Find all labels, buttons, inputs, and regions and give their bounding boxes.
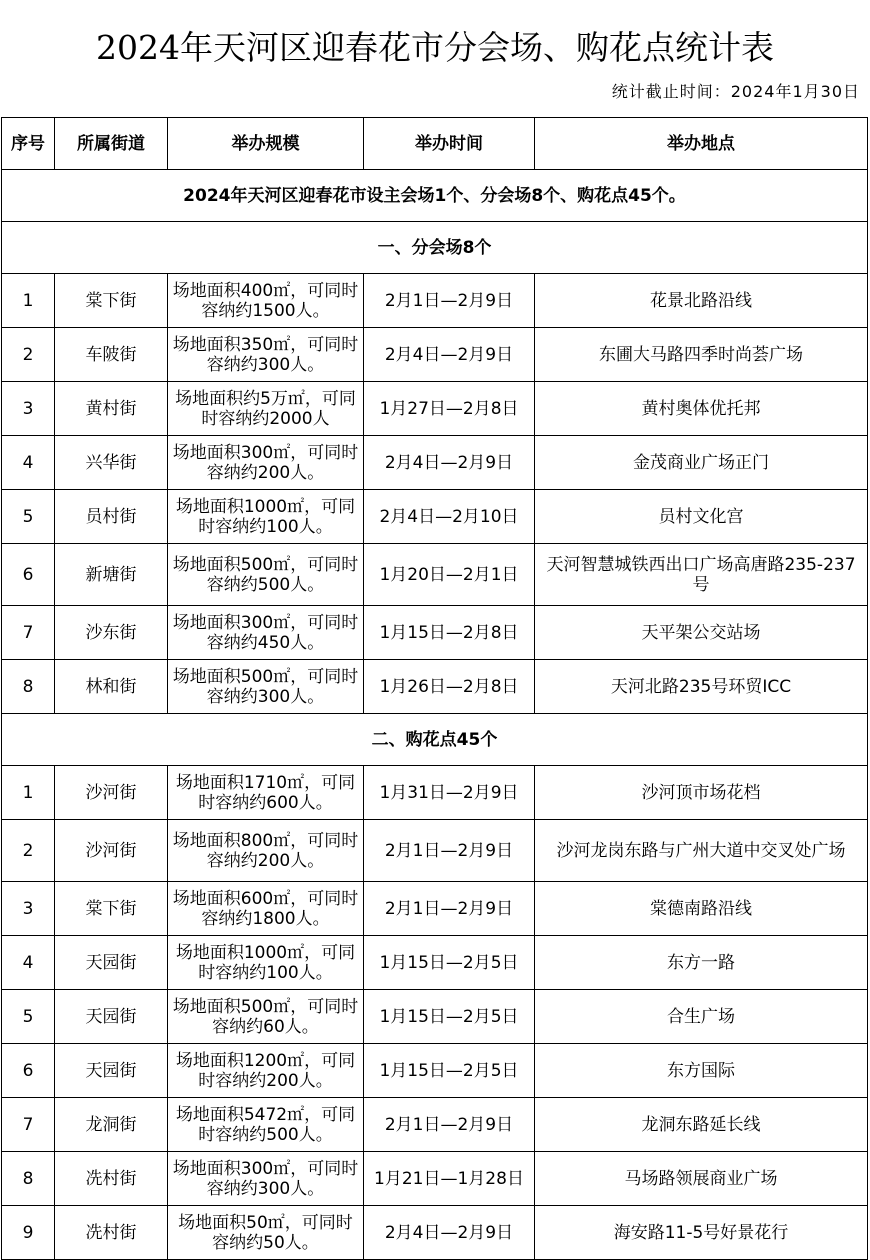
cell-time: 2月4日—2月9日 (364, 1206, 535, 1260)
cell-scale: 场地面积1710㎡，可同时容纳约600人。 (168, 766, 364, 820)
cell-scale: 场地面积300㎡，可同时容纳约200人。 (168, 436, 364, 490)
table-row (2, 936, 868, 990)
cell-location: 东方一路 (535, 936, 868, 990)
cell-scale: 场地面积5472㎡，可同时容纳约500人。 (168, 1098, 364, 1152)
cell-time: 1月15日—2月8日 (364, 606, 535, 660)
cell-scale: 场地面积1000㎡，可同时容纳约100人。 (168, 490, 364, 544)
cell-scale: 场地面积300㎡，可同时容纳约450人。 (168, 606, 364, 660)
cell-scale: 场地面积50㎡，可同时容纳约50人。 (168, 1206, 364, 1260)
table-row (2, 1044, 868, 1098)
table-row (2, 328, 868, 382)
cell-no: 3 (2, 882, 55, 936)
cell-location: 花景北路沿线 (535, 274, 868, 328)
cell-location: 员村文化宫 (535, 490, 868, 544)
cell-time: 1月27日—2月8日 (364, 382, 535, 436)
cell-no: 4 (2, 936, 55, 990)
cell-street: 棠下街 (55, 882, 168, 936)
cell-no: 2 (2, 328, 55, 382)
cell-location: 沙河顶市场花档 (535, 766, 868, 820)
header-time: 举办时间 (364, 118, 535, 170)
cell-time: 1月20日—2月1日 (364, 544, 535, 606)
table-body (2, 170, 868, 1260)
cell-no: 8 (2, 1152, 55, 1206)
table-row (2, 544, 868, 606)
cell-street: 员村街 (55, 490, 168, 544)
section-row (2, 222, 868, 274)
header-no: 序号 (2, 118, 55, 170)
cell-scale: 场地面积1200㎡，可同时容纳约200人。 (168, 1044, 364, 1098)
table-row (2, 274, 868, 328)
cell-street: 林和街 (55, 660, 168, 714)
cell-time: 1月21日—1月28日 (364, 1152, 535, 1206)
cell-scale: 场地面积约5万㎡，可同时容纳约2000人 (168, 382, 364, 436)
cell-location: 马场路领展商业广场 (535, 1152, 868, 1206)
cell-time: 2月4日—2月9日 (364, 328, 535, 382)
table-row (2, 1152, 868, 1206)
section-row (2, 714, 868, 766)
cell-location: 天河智慧城铁西出口广场高唐路235-237号 (535, 544, 868, 606)
cell-street: 棠下街 (55, 274, 168, 328)
header-location: 举办地点 (535, 118, 868, 170)
table-row (2, 820, 868, 882)
table-row (2, 766, 868, 820)
cell-no: 1 (2, 766, 55, 820)
cell-street: 车陂街 (55, 328, 168, 382)
summary-text: 2024年天河区迎春花市设主会场1个、分会场8个、购花点45个。 (2, 170, 868, 222)
cell-location: 黄村奥体优托邦 (535, 382, 868, 436)
cell-scale: 场地面积300㎡，可同时容纳约300人。 (168, 1152, 364, 1206)
cell-location: 天平架公交站场 (535, 606, 868, 660)
cell-no: 3 (2, 382, 55, 436)
cell-location: 金茂商业广场正门 (535, 436, 868, 490)
cell-scale: 场地面积1000㎡，可同时容纳约100人。 (168, 936, 364, 990)
table-row (2, 606, 868, 660)
cell-time: 2月1日—2月9日 (364, 820, 535, 882)
table-row (2, 436, 868, 490)
cell-location: 海安路11-5号好景花行 (535, 1206, 868, 1260)
table-row (2, 382, 868, 436)
cell-street: 天园街 (55, 990, 168, 1044)
cell-scale: 场地面积500㎡，可同时容纳约500人。 (168, 544, 364, 606)
cell-location: 沙河龙岗东路与广州大道中交叉处广场 (535, 820, 868, 882)
cell-street: 沙河街 (55, 766, 168, 820)
cell-scale: 场地面积500㎡，可同时容纳约300人。 (168, 660, 364, 714)
cell-scale: 场地面积800㎡，可同时容纳约200人。 (168, 820, 364, 882)
cell-no: 6 (2, 1044, 55, 1098)
cell-street: 天园街 (55, 936, 168, 990)
table-row (2, 490, 868, 544)
cell-street: 冼村街 (55, 1206, 168, 1260)
cell-street: 冼村街 (55, 1152, 168, 1206)
cell-time: 1月15日—2月5日 (364, 990, 535, 1044)
cell-time: 2月1日—2月9日 (364, 274, 535, 328)
cell-no: 5 (2, 990, 55, 1044)
cell-location: 棠德南路沿线 (535, 882, 868, 936)
cell-street: 沙东街 (55, 606, 168, 660)
table-row (2, 882, 868, 936)
cell-location: 合生广场 (535, 990, 868, 1044)
cell-time: 2月4日—2月9日 (364, 436, 535, 490)
header-street: 所属街道 (55, 118, 168, 170)
page-title: 2024年天河区迎春花市分会场、购花点统计表 (96, 28, 774, 67)
table-header-row (2, 118, 868, 170)
cell-street: 龙洞街 (55, 1098, 168, 1152)
cell-street: 新塘街 (55, 544, 168, 606)
section-title: 二、购花点45个 (2, 714, 868, 766)
cell-no: 7 (2, 1098, 55, 1152)
cell-time: 2月1日—2月9日 (364, 1098, 535, 1152)
cell-no: 8 (2, 660, 55, 714)
cell-time: 2月4日—2月10日 (364, 490, 535, 544)
cell-street: 兴华街 (55, 436, 168, 490)
table-row (2, 1098, 868, 1152)
cell-street: 黄村街 (55, 382, 168, 436)
cell-location: 东方国际 (535, 1044, 868, 1098)
cell-scale: 场地面积500㎡，可同时容纳约60人。 (168, 990, 364, 1044)
statistics-table (1, 117, 868, 1260)
header-scale: 举办规模 (168, 118, 364, 170)
cell-no: 9 (2, 1206, 55, 1260)
cell-location: 东圃大马路四季时尚荟广场 (535, 328, 868, 382)
cell-no: 5 (2, 490, 55, 544)
cell-location: 天河北路235号环贸ICC (535, 660, 868, 714)
cell-time: 1月15日—2月5日 (364, 936, 535, 990)
cell-time: 1月26日—2月8日 (364, 660, 535, 714)
cell-street: 沙河街 (55, 820, 168, 882)
table-row (2, 660, 868, 714)
cell-no: 6 (2, 544, 55, 606)
cell-time: 2月1日—2月9日 (364, 882, 535, 936)
cell-scale: 场地面积600㎡，可同时容纳约1800人。 (168, 882, 364, 936)
cell-no: 4 (2, 436, 55, 490)
cell-location: 龙洞东路延长线 (535, 1098, 868, 1152)
section-title: 一、分会场8个 (2, 222, 868, 274)
cell-no: 7 (2, 606, 55, 660)
cutoff-date: 统计截止时间：2024年1月30日 (611, 82, 860, 101)
table-row (2, 1206, 868, 1260)
cell-no: 1 (2, 274, 55, 328)
cell-scale: 场地面积350㎡，可同时容纳约300人。 (168, 328, 364, 382)
cell-no: 2 (2, 820, 55, 882)
cell-street: 天园街 (55, 1044, 168, 1098)
cell-scale: 场地面积400㎡，可同时容纳约1500人。 (168, 274, 364, 328)
table-row (2, 990, 868, 1044)
cell-time: 1月31日—2月9日 (364, 766, 535, 820)
cell-time: 1月15日—2月5日 (364, 1044, 535, 1098)
summary-row (2, 170, 868, 222)
